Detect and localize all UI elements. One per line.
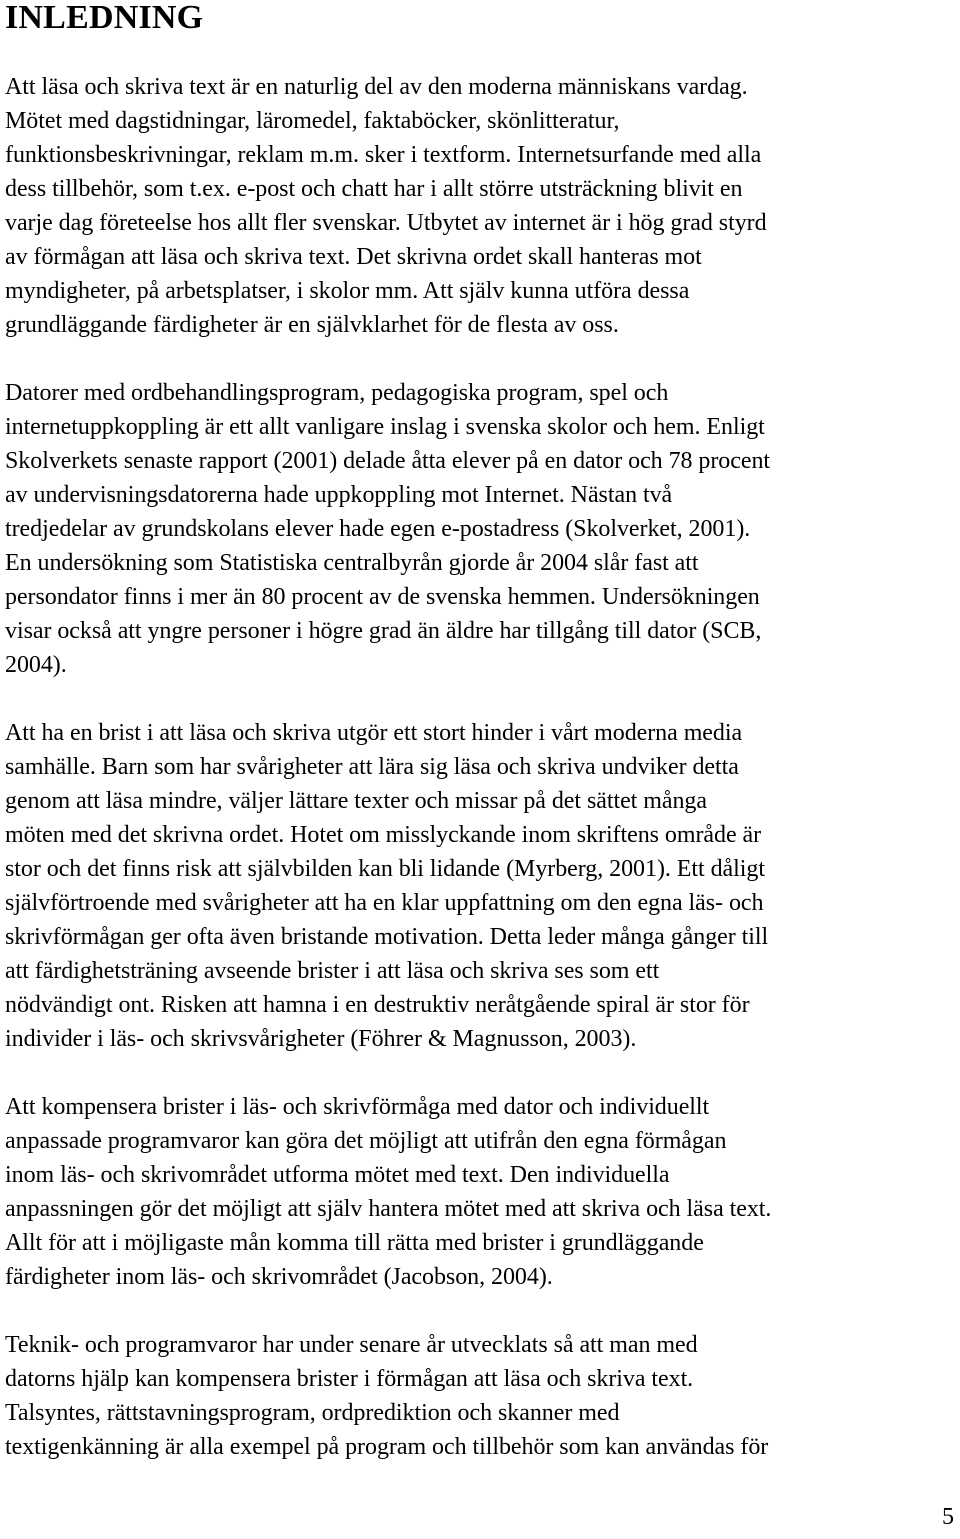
document-page [5,0,955,1464]
text-line: dess tillbehör, som t.ex. e-post och chatt har i allt större utsträckning blivit en [5,176,743,202]
paragraph [5,1090,955,1294]
section-heading: INLEDNING [5,0,204,36]
text-line: visar också att yngre personer i högre grad än äldre har tillgång till dator (SCB, [5,618,762,644]
text-line: anpassningen gör det möjligt att själv hantera mötet med att skriva och läsa text. [5,1196,772,1222]
text-line: inom läs- och skrivområdet utforma mötet med text. Den individuella [5,1162,670,1188]
text-line: genom att läsa mindre, väljer lättare texter och missar på det sättet många [5,788,707,814]
text-line: nödvändigt ont. Risken att hamna i en destruktiv neråtgående spiral är stor för [5,992,750,1018]
text-line: stor och det finns risk att självbilden kan bli lidande (Myrberg, 2001). Ett dåligt [5,856,765,882]
page-number: 5 [942,1504,954,1530]
text-line: Datorer med ordbehandlingsprogram, pedagogiska program, spel och [5,380,669,406]
text-line: 2004). [5,652,67,678]
text-line: skrivförmågan ger ofta även bristande motivation. Detta leder många gånger till [5,924,769,950]
paragraph [5,70,955,342]
text-line: Att ha en brist i att läsa och skriva utgör ett stort hinder i vårt moderna media [5,720,743,746]
text-line: grundläggande färdigheter är en självklarhet för de flesta av oss. [5,312,619,338]
text-line: individer i läs- och skrivsvårigheter (Föhrer & Magnusson, 2003). [5,1026,637,1052]
paragraph [5,1328,955,1464]
text-line: Talsyntes, rättstavningsprogram, ordprediktion och skanner med [5,1400,620,1426]
text-line: tredjedelar av grundskolans elever hade egen e-postadress (Skolverket, 2001). [5,516,751,542]
text-line: möten med det skrivna ordet. Hotet om misslyckande inom skriftens område är [5,822,762,848]
text-line: Att läsa och skriva text är en naturlig del av den moderna människans vardag. [5,74,748,100]
text-line: att färdighetsträning avseende brister i att läsa och skriva ses som ett [5,958,660,984]
text-line: funktionsbeskrivningar, reklam m.m. sker i textform. Internetsurfande med alla [5,142,762,168]
text-line: Mötet med dagstidningar, läromedel, faktaböcker, skönlitteratur, [5,108,620,134]
text-line: En undersökning som Statistiska centralbyrån gjorde år 2004 slår fast att [5,550,699,576]
text-line: datorns hjälp kan kompensera brister i förmågan att läsa och skriva text. [5,1366,694,1392]
text-line: färdigheter inom läs- och skrivområdet (Jacobson, 2004). [5,1264,553,1290]
text-line: myndigheter, på arbetsplatser, i skolor mm. Att själv kunna utföra dessa [5,278,690,304]
text-line: anpassade programvaror kan göra det möjligt att utifrån den egna förmågan [5,1128,727,1154]
paragraph [5,716,955,1056]
text-line: varje dag företeelse hos allt fler svenskar. Utbytet av internet är i hög grad styrd [5,210,767,236]
text-line: Att kompensera brister i läs- och skrivförmåga med dator och individuellt [5,1094,710,1120]
text-line: självförtroende med svårigheter att ha en klar uppfattning om den egna läs- och [5,890,764,916]
text-line: textigenkänning är alla exempel på program och tillbehör som kan användas för [5,1434,769,1460]
text-line: internetuppkoppling är ett allt vanligare inslag i svenska skolor och hem. Enligt [5,414,765,440]
body-text [5,70,955,1464]
text-line: av undervisningsdatorerna hade uppkoppling mot Internet. Nästan två [5,482,673,508]
text-line: av förmågan att läsa och skriva text. Det skrivna ordet skall hanteras mot [5,244,702,270]
text-line: Allt för att i möjligaste mån komma till rätta med brister i grundläggande [5,1230,704,1256]
text-line: samhälle. Barn som har svårigheter att lära sig läsa och skriva undviker detta [5,754,739,780]
text-line: Teknik- och programvaror har under senare år utvecklats så att man med [5,1332,698,1358]
text-line: Skolverkets senaste rapport (2001) delade åtta elever på en dator och 78 procent [5,448,771,474]
text-line: persondator finns i mer än 80 procent av de svenska hemmen. Undersökningen [5,584,760,610]
paragraph [5,376,955,682]
